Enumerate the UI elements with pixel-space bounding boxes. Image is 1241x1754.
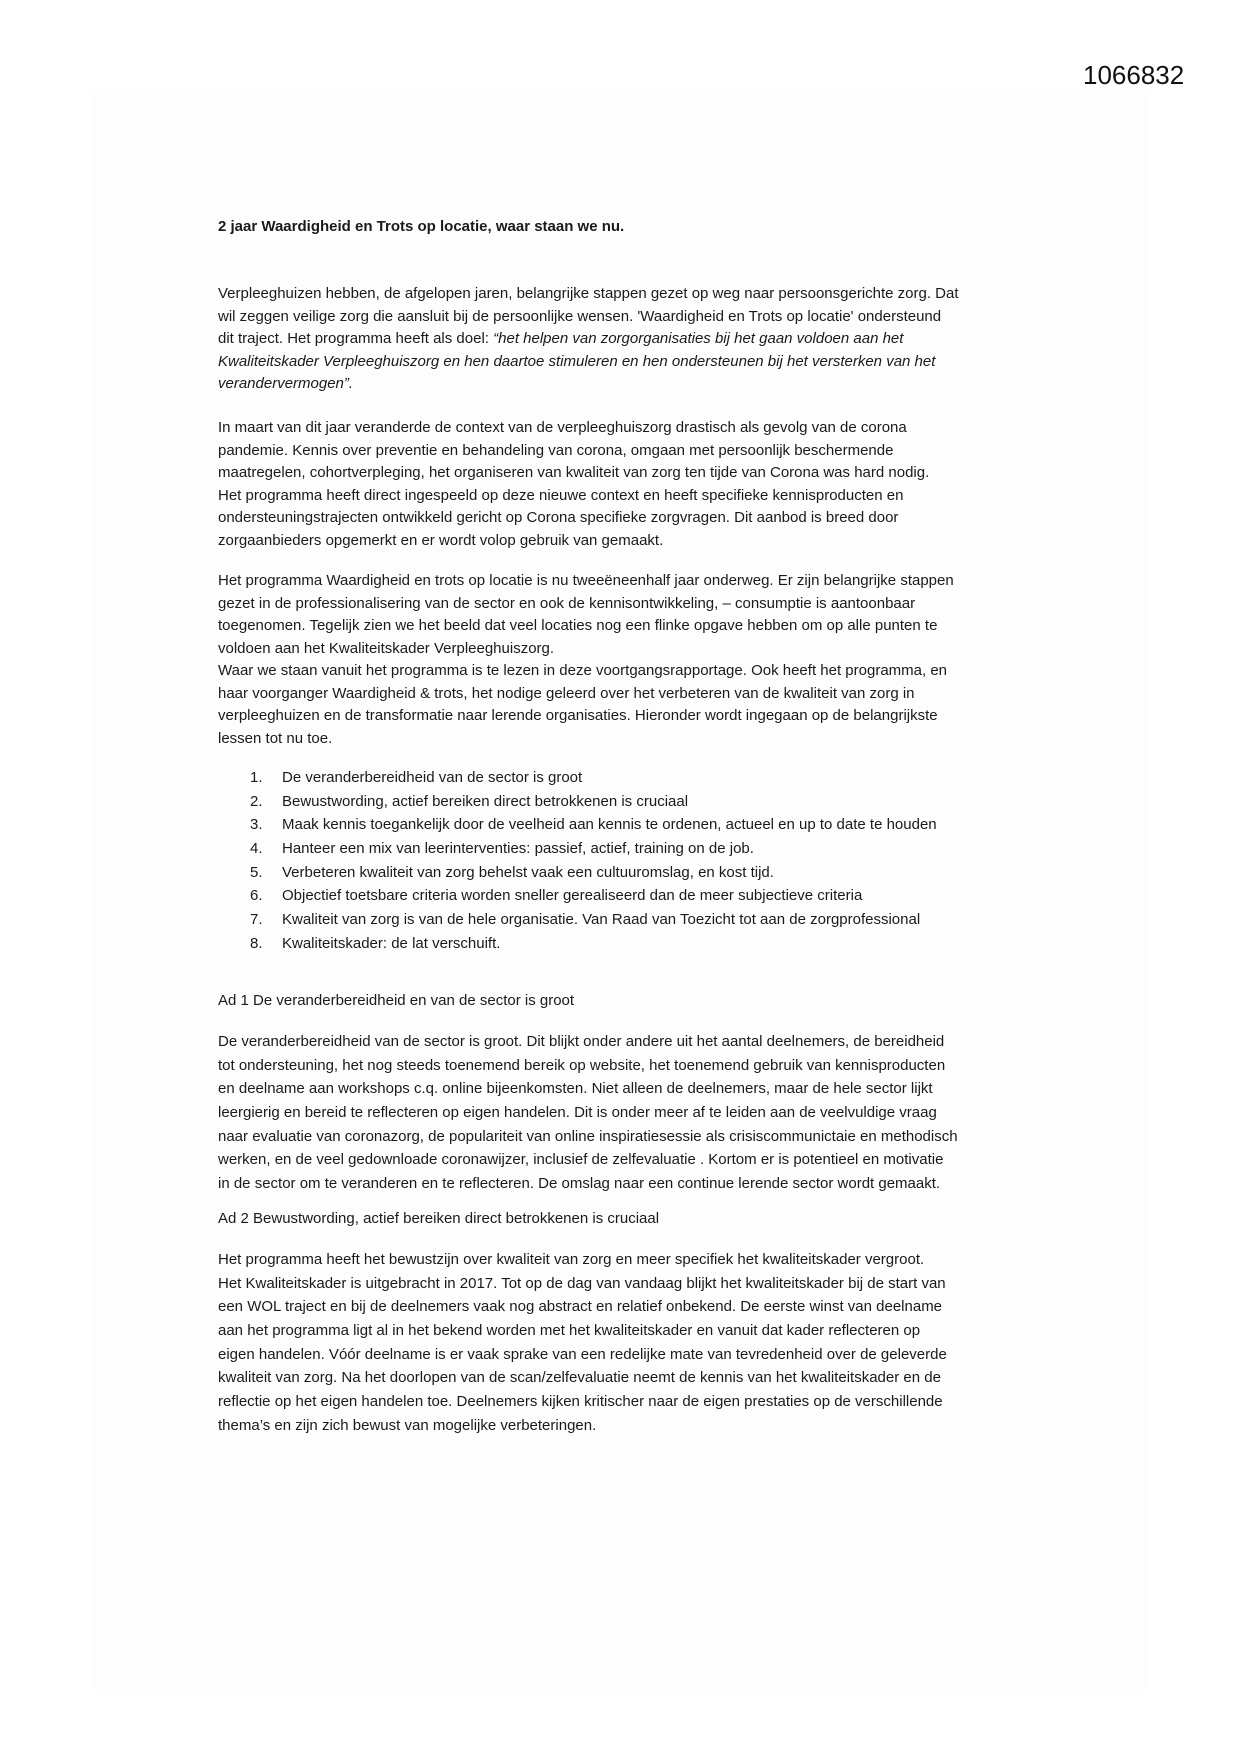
text-line: tot ondersteuning, het nog steeds toenemend bereik op website, het toenemend gebruik van kennisproducten [218,1056,946,1074]
text-line: aan het programma ligt al in het bekend worden met het kwaliteitskader en vanuit dat kader reflecteren op [218,1322,921,1340]
list-text: De veranderbereidheid van de sector is groot [282,769,583,786]
text-line: voldoen aan het Kwaliteitskader Verpleeghuiszorg. [218,639,555,657]
progress-paragraph [218,570,954,750]
list-number: 2. [250,792,263,810]
text-line: eigen handelen. Vóór deelname is er vaak sprake van een redelijke mate van tevredenheid over de geleverde [218,1345,947,1363]
list-number: 6. [250,887,263,905]
list-text: Maak kennis toegankelijk door de veelheid aan kennis te ordenen, actueel en up to date te houden [282,816,937,834]
text-line: pandemie. Kennis over preventie en behandeling van corona, omgaan met persoonlijk beschermende [218,441,894,459]
text-line: haar voorganger Waardigheid & trots, het nodige geleerd over het verbeteren van de kwaliteit van zorg in [218,684,915,702]
text-line: Het programma heeft direct ingespeeld op deze nieuwe context en heeft specifieke kennisproducten en [218,486,904,504]
text-line: Het programma Waardigheid en trots op locatie is nu tweeëneenhalf jaar onderweg. Er zijn belangrijke stappen [218,572,954,589]
list-text: Kwaliteit van zorg is van de hele organisatie. Van Raad van Toezicht tot aan de zorgprofessional [282,911,921,929]
list-number: 1. [250,769,263,786]
ad1-heading: Ad 1 De veranderbereidheid en van de sector is groot [218,992,575,1009]
text-line [218,328,959,351]
document-id: 1066832 [1083,60,1185,90]
text-line: een WOL traject en bij de deelnemers vaak nog abstract en relatief onbekend. De eerste winst van deelname [218,1298,943,1316]
text-span: dit traject. Het programma heeft als doel: [218,330,494,347]
list-number: 8. [250,934,263,952]
text-line: gezet in de professionalisering van de sector en ook de kennisontwikkeling, – consumptie is aantoonbaar [218,594,916,612]
text-line: In maart van dit jaar veranderde de context van de verpleeghuiszorg drastisch als gevolg van de corona [218,419,907,436]
list-text: Kwaliteitskader: de lat verschuift. [282,934,501,952]
document-title: 2 jaar Waardigheid en Trots op locatie, waar staan we nu. [218,218,625,235]
text-line: toegenomen. Tegelijk zien we het beeld dat veel locaties nog een flinke opgave hebben om op alle punten te [218,617,938,634]
text-line: en deelname aan workshops c.q. online bijeenkomsten. Niet alleen de deelnemers, maar de hele sector lijkt [218,1080,933,1098]
text-line: werken, en de veel gedownloade coronawijzer, inclusief de zelfevaluatie . Kortom er is potentieel en motivatie [218,1151,944,1169]
list-number: 4. [250,840,263,858]
quote-line: Kwaliteitskader Verpleeghuiszorg en hen daartoe stimuleren en hen ondersteunen bij het versterken van het [218,352,936,370]
text-line: leergierig en bereid te reflecteren op eigen handelen. Dit is onder meer af te leiden aan de veelvuldige vraag [218,1104,937,1122]
list-text: Hanteer een mix van leerinterventies: passief, actief, training on de job. [282,840,754,858]
quote-line: verandervermogen”. [218,375,354,392]
ad2-heading: Ad 2 Bewustwording, actief bereiken direct betrokkenen is cruciaal [218,1210,660,1227]
list-number: 3. [250,816,263,834]
quote-span: “het helpen van zorgorganisaties bij het gaan voldoen aan het [493,330,904,347]
list-number: 7. [250,911,263,929]
list-text: Objectief toetsbare criteria worden sneller gerealiseerd dan de meer subjectieve criteria [282,887,863,905]
list-number: 5. [250,863,263,881]
text-line: Verpleeghuizen hebben, de afgelopen jaren, belangrijke stappen gezet op weg naar persoonsgerichte zorg. Dat [218,285,959,302]
text-line: Waar we staan vanuit het programma is te lezen in deze voortgangsrapportage. Ook heeft het programma, en [218,662,948,679]
text-line: thema’s en zijn zich bewust van mogelijke verbeteringen. [218,1416,597,1434]
list-text: Verbeteren kwaliteit van zorg behelst vaak een cultuuromslag, en kost tijd. [282,863,774,881]
text-line: naar evaluatie van coronazorg, de populariteit van online inspiratiesessie als crisiscommunictaie en methodisch [218,1127,958,1145]
intro-paragraph [218,283,959,396]
text-line: zorgaanbieders opgemerkt en er wordt volop gebruik van gemaakt. [218,531,664,549]
ad2-paragraph [218,1248,947,1438]
text-line: reflectie op het eigen handelen toe. Deelnemers kijken kritischer naar de eigen prestaties op de verschillende [218,1393,943,1411]
list-text: Bewustwording, actief bereiken direct betrokkenen is cruciaal [282,792,689,810]
corona-paragraph [218,417,929,552]
text-line: kwaliteit van zorg. Na het doorlopen van de scan/zelfevaluatie neemt de kennis van het kwaliteitskader en de [218,1369,941,1387]
text-line: De veranderbereidheid van de sector is groot. Dit blijkt onder andere uit het aantal deelnemers, de bereidheid [218,1033,945,1050]
text-line: maatregelen, cohortverpleging, het organiseren van kwaliteit van zorg ten tijde van Corona was hard nodig. [218,464,930,481]
text-line: verpleeghuizen en de transformatie naar lerende organisaties. Hieronder wordt ingegaan op de belangrijkste [218,707,938,724]
text-line: in de sector om te veranderen en te reflecteren. De omslag naar een continue lerende sector wordt gemaakt. [218,1175,941,1193]
text-line: wil zeggen veilige zorg die aansluit bij de persoonlijke wensen. 'Waardigheid en Trots op locatie' ondersteund [218,307,942,325]
text-line: Het programma heeft het bewustzijn over kwaliteit van zorg en meer specifiek het kwaliteitskader vergroot. [218,1251,925,1268]
ad1-paragraph [218,1030,958,1196]
text-line: lessen tot nu toe. [218,729,333,747]
text-line: Het Kwaliteitskader is uitgebracht in 2017. Tot op de dag van vandaag blijkt het kwaliteitskader bij de start van [218,1274,946,1292]
text-line: ondersteuningstrajecten ontwikkeld gericht op Corona specifieke zorgvragen. Dit aanbod is breed door [218,509,899,526]
